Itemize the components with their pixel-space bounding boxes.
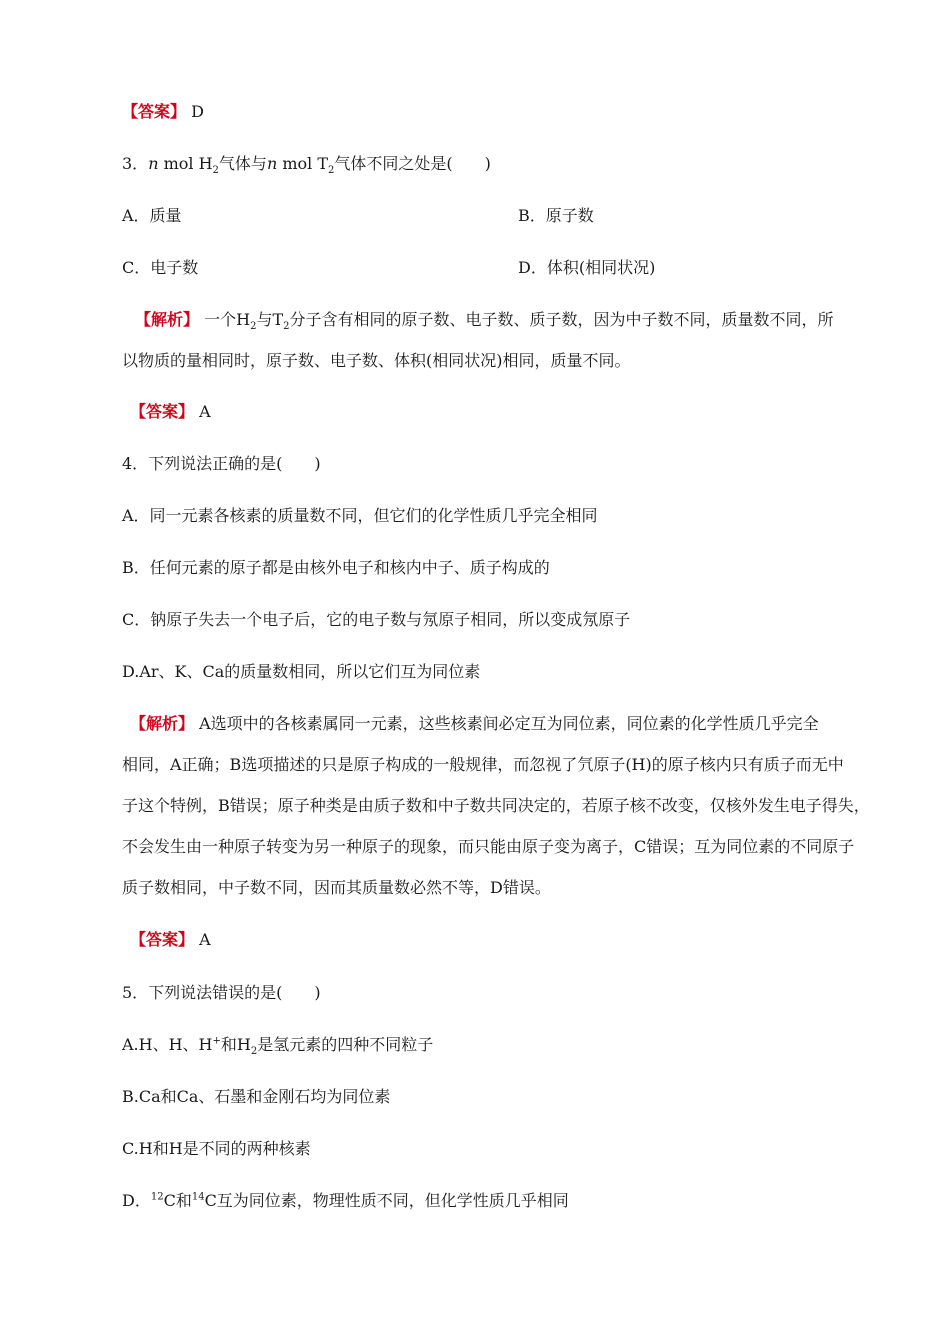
q4-option-b: B．任何元素的原子都是由核外电子和核内中子、质子构成的: [122, 558, 550, 577]
analysis-text: 分子含有相同的原子数、电子数、质子数，因为中子数不同，质量数不同，所: [289, 310, 834, 329]
q4-option-a: A．同一元素各核素的质量数不同，但它们的化学性质几乎完全相同: [122, 506, 598, 525]
option-text: 是氢元素的四种不同粒子: [257, 1035, 434, 1054]
q3-option-a: A．质量: [122, 206, 182, 225]
option-text: A.H、H、H: [122, 1035, 213, 1054]
q3-analysis-line1: [135, 309, 834, 331]
answer-value: D: [191, 102, 204, 121]
stem-text: mol H: [158, 154, 213, 173]
superscript: +: [212, 1035, 221, 1047]
question-number: 3．: [122, 154, 149, 173]
q4-stem: 4．下列说法正确的是( ): [122, 454, 321, 473]
stem-text: mol T: [277, 154, 329, 173]
answer-value: A: [199, 402, 211, 421]
answer-tag: 【答案】: [130, 930, 195, 949]
q5-option-b: B.Ca和Ca、石墨和金刚石均为同位素: [122, 1087, 391, 1106]
subscript: 2: [283, 321, 290, 333]
q4-analysis-line4: 不会发生由一种原子转变为另一种原子的现象，而只能由原子变为离子，C错误；互为同位素的不同原子: [122, 837, 855, 856]
analysis-text: 与T: [256, 310, 284, 329]
q3-option-b: B．原子数: [518, 206, 594, 225]
q2-answer-line: [122, 101, 204, 123]
q5-stem: 5．下列说法错误的是( ): [122, 983, 321, 1002]
q4-answer-line: [130, 929, 211, 951]
subscript: 2: [328, 165, 335, 177]
option-text: D．: [122, 1191, 151, 1210]
answer-value: A: [199, 930, 211, 949]
stem-text: 气体不同之处是( ): [334, 154, 491, 173]
q4-analysis-line1: [130, 713, 819, 735]
q3-analysis-line2: 以物质的量相同时，原子数、电子数、体积(相同状况)相同，质量不同。: [122, 351, 631, 370]
q4-analysis-line2: 相同，A正确；B选项描述的只是原子构成的一般规律，而忽视了氕原子(H)的原子核内只有质子而无中: [122, 755, 844, 774]
variable-n: n: [148, 154, 159, 173]
stem-text: 气体与: [218, 154, 267, 173]
answer-tag: 【答案】: [122, 102, 187, 121]
analysis-tag: 【解析】: [135, 310, 200, 329]
analysis-text: A选项中的各核素属同一元素，这些核素间必定互为同位素，同位素的化学性质几乎完全: [199, 714, 819, 733]
q4-analysis-line5: 质子数相同，中子数不同，因而其质量数必然不等，D错误。: [122, 878, 551, 897]
analysis-text: 一个H: [204, 310, 251, 329]
analysis-tag: 【解析】: [130, 714, 195, 733]
q5-option-d: [122, 1190, 569, 1212]
q3-answer-line: [130, 401, 211, 423]
q5-option-c: C.H和H是不同的两种核素: [122, 1139, 311, 1158]
q4-analysis-line3: 子这个特例，B错误；原子种类是由质子数和中子数共同决定的，若原子核不改变，仅核外发生电子得失，: [122, 796, 870, 815]
subscript: 2: [212, 165, 219, 177]
option-text: 和H: [220, 1035, 251, 1054]
superscript: 14: [191, 1191, 205, 1203]
q3-option-d: D．体积(相同状况): [518, 258, 656, 277]
q5-option-a: [122, 1034, 433, 1056]
q3-option-c: C．电子数: [122, 258, 199, 277]
q4-option-d: D.Ar、K、Ca的质量数相同，所以它们互为同位素: [122, 662, 481, 681]
subscript: 2: [250, 321, 257, 333]
option-text: C互为同位素，物理性质不同，但化学性质几乎相同: [204, 1191, 569, 1210]
option-text: C和: [163, 1191, 192, 1210]
variable-n: n: [266, 154, 278, 173]
subscript: 2: [250, 1046, 258, 1058]
q4-option-c: C．钠原子失去一个电子后，它的电子数与氖原子相同，所以变成氖原子: [122, 610, 631, 629]
q3-stem: [122, 153, 491, 175]
answer-tag: 【答案】: [130, 402, 195, 421]
superscript: 12: [150, 1191, 164, 1203]
